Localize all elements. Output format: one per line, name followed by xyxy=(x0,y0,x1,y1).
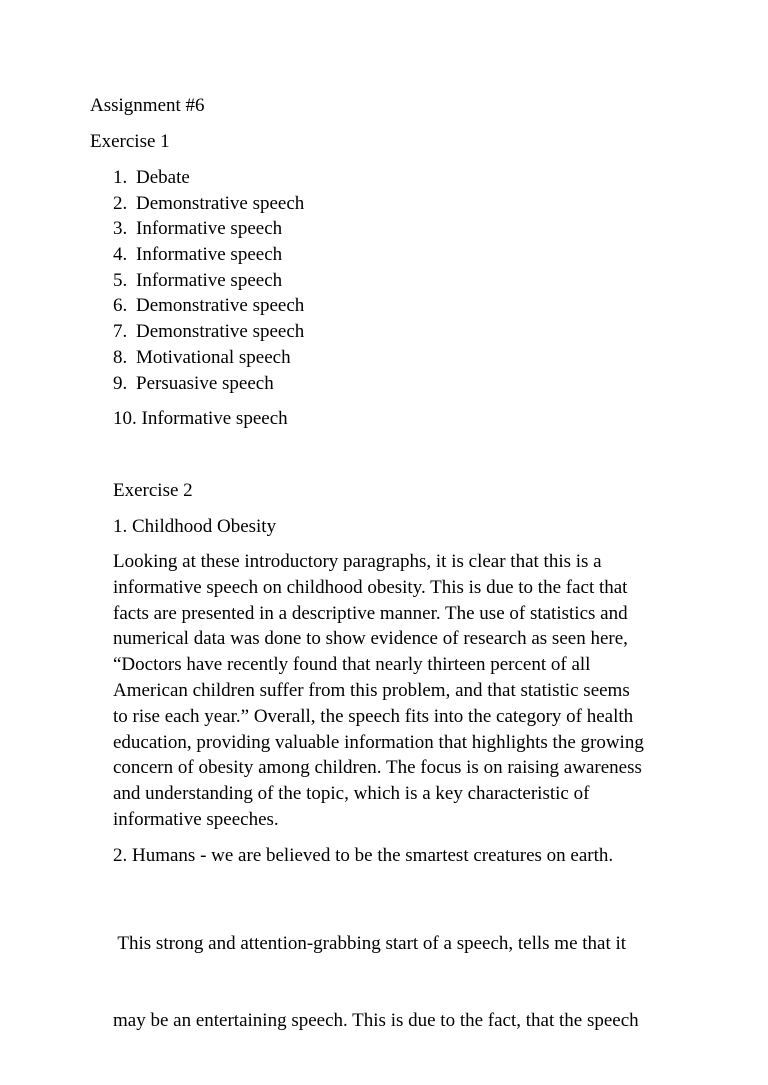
paragraph-line: and understanding of the topic, which is a key characteristic of xyxy=(113,783,590,805)
list-item-text: Motivational speech xyxy=(136,346,291,368)
exercise-1-heading: Exercise 1 xyxy=(90,131,170,152)
list-item-number: 1. xyxy=(113,167,128,188)
list-item-text: Demonstrative speech xyxy=(136,192,305,214)
paragraph-line: may be an entertaining speech. This is due to the fact, that the speech xyxy=(113,1009,639,1031)
paragraph-line: informative speeches. xyxy=(113,808,279,830)
list-item xyxy=(113,165,304,191)
paragraph-line: education, providing valuable information that highlights the growing xyxy=(113,731,644,753)
question-1-paragraph xyxy=(113,549,693,833)
list-item-number: 6. xyxy=(113,295,128,317)
paragraph-line: This strong and attention-grabbing start of a speech, tells me that it xyxy=(113,932,627,954)
list-item-text: Persuasive speech xyxy=(136,372,274,394)
list-item xyxy=(113,216,304,242)
question-2-heading: 2. Humans - we are believed to be the smartest creatures on earth. xyxy=(113,845,614,866)
exercise-1-item-10: 10. Informative speech xyxy=(113,408,288,429)
paragraph-line: to rise each year.” Overall, the speech fits into the category of health xyxy=(113,705,634,727)
question-2-paragraph xyxy=(113,879,693,1085)
paragraph-line: facts are presented in a descriptive manner. The use of statistics and xyxy=(113,602,628,624)
list-item xyxy=(113,293,304,319)
list-item xyxy=(113,268,304,294)
paragraph-line: Looking at these introductory paragraphs, it is clear that this is a xyxy=(113,551,602,572)
list-item-text: Demonstrative speech xyxy=(136,295,305,317)
list-item-text: Demonstrative speech xyxy=(136,321,305,343)
list-item-number: 4. xyxy=(113,244,128,266)
list-item-text: Informative speech xyxy=(136,244,283,266)
paragraph-line: informative speech on childhood obesity. This is due to the fact that xyxy=(113,576,628,598)
paragraph-line: concern of obesity among children. The focus is on raising awareness xyxy=(113,757,642,779)
list-item-number: 2. xyxy=(113,192,128,214)
exercise-1-list xyxy=(113,165,304,396)
list-item xyxy=(113,345,304,371)
list-item-number: 3. xyxy=(113,218,128,240)
exercise-2-heading: Exercise 2 xyxy=(113,480,193,501)
question-1-heading: 1. Childhood Obesity xyxy=(113,516,277,537)
paragraph-line: American children suffer from this problem, and that statistic seems xyxy=(113,679,630,701)
list-item xyxy=(113,191,304,217)
paragraph-line: numerical data was done to show evidence of research as seen here, xyxy=(113,628,628,650)
assignment-title: Assignment #6 xyxy=(90,95,205,116)
list-item xyxy=(113,371,304,397)
list-item xyxy=(113,319,304,345)
list-item-text: Informative speech xyxy=(136,269,283,291)
list-item-number: 8. xyxy=(113,346,128,368)
list-item-number: 5. xyxy=(113,269,128,291)
list-item-text: Debate xyxy=(136,167,190,188)
paragraph-line: “Doctors have recently found that nearly thirteen percent of all xyxy=(113,654,591,676)
list-item-number: 7. xyxy=(113,321,128,343)
list-item-number: 9. xyxy=(113,372,128,394)
list-item-text: Informative speech xyxy=(136,218,283,240)
list-item xyxy=(113,242,304,268)
